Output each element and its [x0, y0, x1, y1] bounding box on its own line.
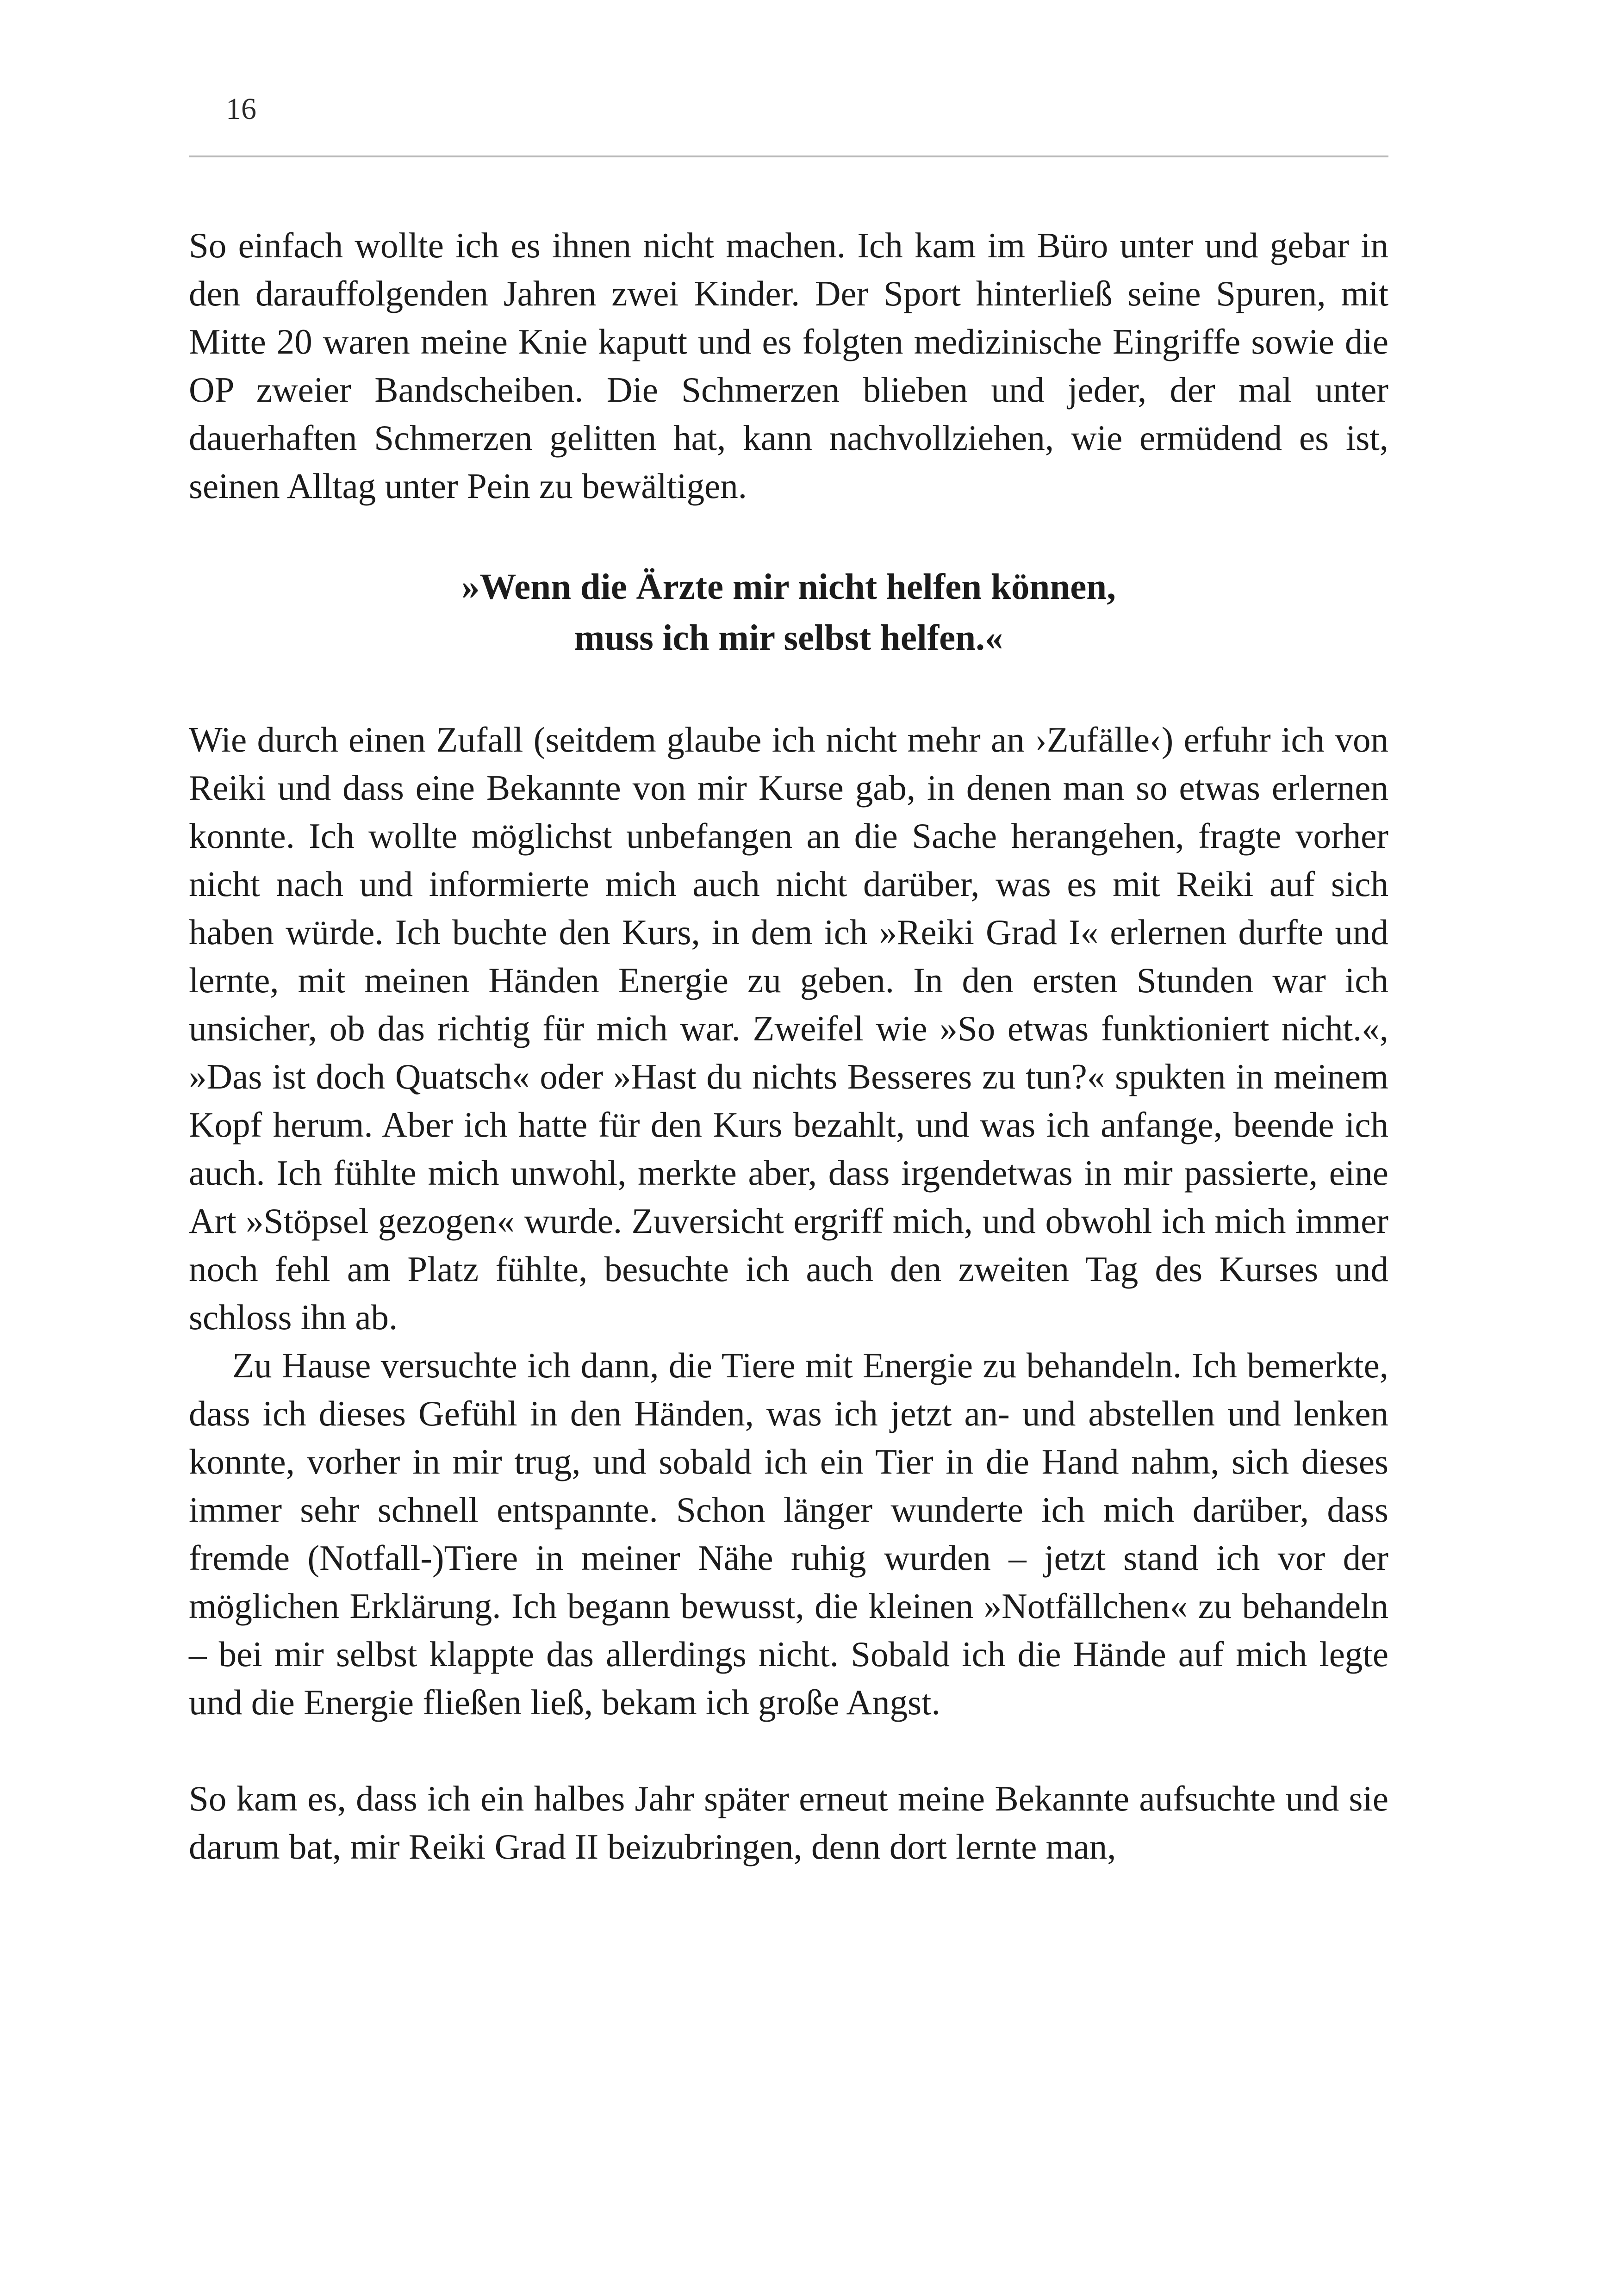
- pull-quote-line-1: »Wenn die Ärzte mir nicht helfen können,: [461, 567, 1116, 607]
- spacer: [189, 510, 1388, 562]
- pull-quote-line-2: muss ich mir selbst helfen.«: [574, 618, 1003, 658]
- paragraph-2: Wie durch einen Zufall (seitdem glaube ich nicht mehr an ›Zufälle‹) erfuhr ich von Reiki und dass eine Bekannte von mir Kurse gab, in denen man so etwas erlernen konnte. Ich wollte möglichst unbefangen an die Sache herangehen, fragte vorher nicht nach und informierte mich auch nicht darüber, was es mit Reiki auf sich haben würde. Ich buchte den Kurs, in dem ich »Reiki Grad I« erlernen durfte und lernte, mit meinen Händen Energie zu geben. In den ersten Stunden war ich unsicher, ob das richtig für mich war. Zweifel wie »So etwas funktioniert nicht.«, »Das ist doch Quatsch« oder »Hast du nichts Besseres zu tun?« spukten in meinem Kopf herum. Aber ich hatte für den Kurs bezahlt, und was ich anfange, beende ich auch. Ich fühlte mich unwohl, merkte aber, dass irgendetwas in mir passierte, eine Art »Stöpsel gezogen« wurde. Zuversicht ergriff mich, und obwohl ich mich immer noch fehl am Platz fühlte, besuchte ich auch den zweiten Tag des Kurses und schloss ihn ab.: [189, 720, 1388, 1337]
- running-header: [189, 91, 1388, 128]
- paragraph-1: So einfach wollte ich es ihnen nicht machen. Ich kam im Büro unter und gebar in den darauffolgenden Jahren zwei Kinder. Der Sport hinterließ seine Spuren, mit Mitte 20 waren meine Knie kaputt und es folgten medizinische Eingriffe sowie die OP zweier Bandscheiben. Die Schmerzen blieben und jeder, der mal unter dauerhaften Schmerzen gelitten hat, kann nachvollziehen, wie ermüdend es ist, seinen Alltag unter Pein zu bewältigen.: [189, 225, 1388, 506]
- spacer: [189, 664, 1388, 716]
- pull-quote: [189, 562, 1388, 664]
- header-rule: [189, 156, 1388, 157]
- paragraph-4: So kam es, dass ich ein halbes Jahr später erneut meine Bekannte aufsuchte und sie darum bat, mir Reiki Grad II beizubringen, denn dort lernte man,: [189, 1779, 1388, 1867]
- body-text: [189, 221, 1388, 1871]
- paragraph-3: Zu Hause versuchte ich dann, die Tiere mit Energie zu behandeln. Ich bemerkte, dass ich dieses Gefühl in den Händen, was ich jetzt an- und abstellen und lenken konnte, vorher in mir trug, und sobald ich ein Tier in die Hand nahm, sich dieses immer sehr schnell entspannte. Schon länger wunderte ich mich darüber, dass fremde (Notfall-)Tiere in meiner Nähe ruhig wurden – jetzt stand ich vor der möglichen Erklärung. Ich begann bewusst, die kleinen »Notfällchen« zu behandeln – bei mir selbst klappte das allerdings nicht. Sobald ich die Hände auf mich legte und die Energie fließen ließ, bekam ich große Angst.: [189, 1345, 1388, 1722]
- spacer: [189, 1726, 1388, 1774]
- page-number: 16: [226, 92, 256, 126]
